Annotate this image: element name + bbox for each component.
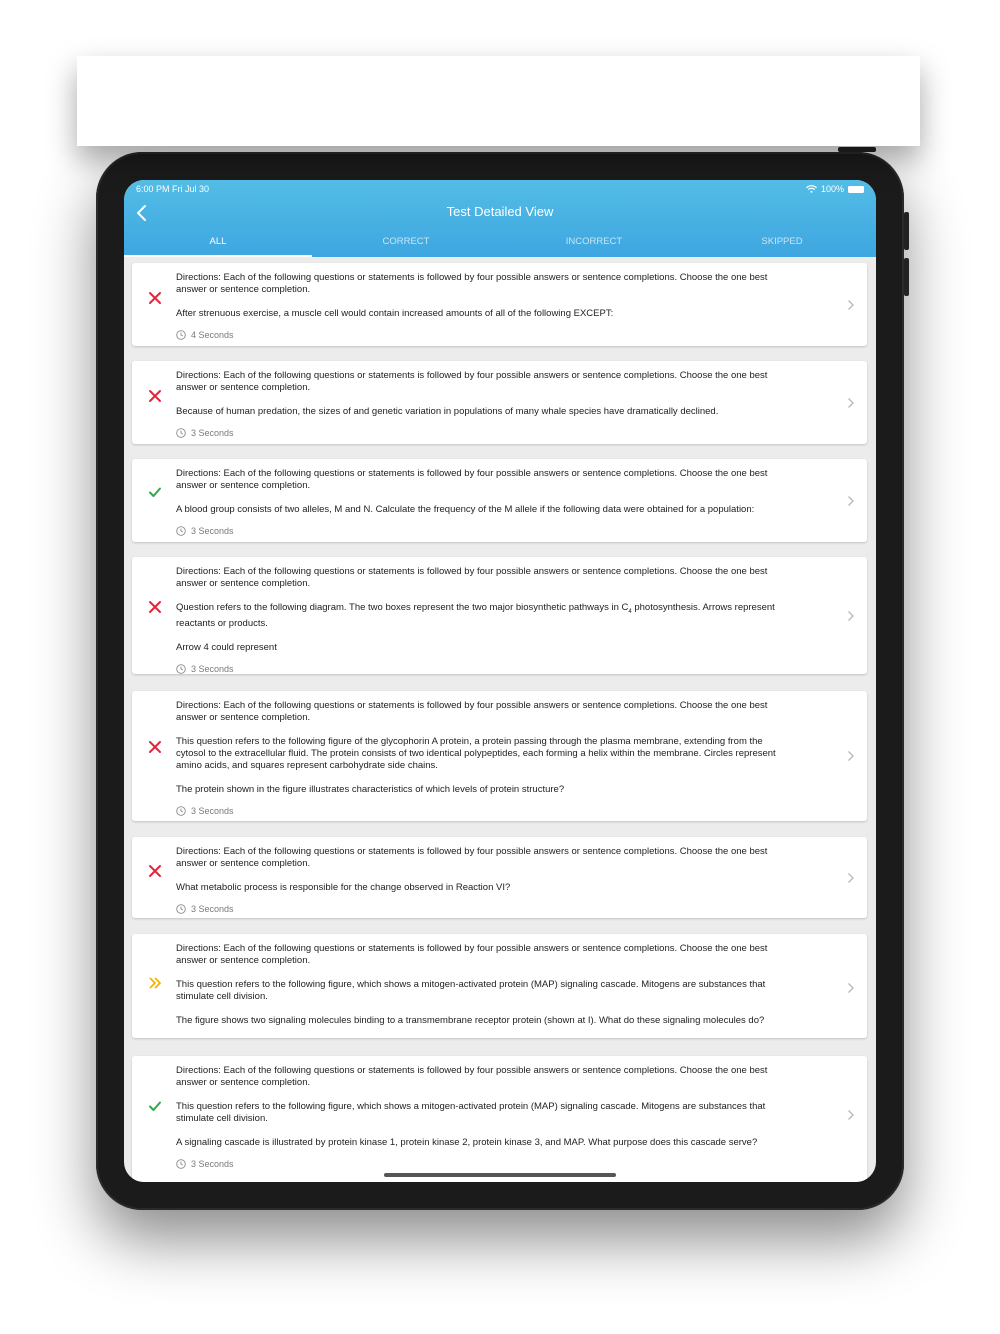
question-content — [176, 943, 788, 1027]
question-content — [176, 1065, 788, 1169]
clock-icon — [176, 330, 186, 340]
chevron-right-icon[interactable] — [847, 982, 855, 994]
top-banner — [77, 56, 920, 146]
question-time — [176, 428, 788, 438]
question-directions: Directions: Each of the following questions or statements is followed by four possible answers or sentence completions. Choose the one best answer or sentence completion. — [176, 468, 768, 491]
question-content — [176, 468, 788, 536]
clock-icon — [176, 904, 186, 914]
question-text-secondary: Arrow 4 could represent — [176, 641, 277, 653]
x-mark-icon — [148, 291, 162, 305]
question-text: This question refers to the following figure, which shows a mitogen-activated protein (MAP) signaling cascade. Mitogens are substances that stimulate cell division. — [176, 979, 766, 1002]
chevron-right-icon[interactable] — [847, 299, 855, 311]
clock-icon — [176, 526, 186, 536]
app-header — [124, 180, 876, 257]
question-directions: Directions: Each of the following questions or statements is followed by four possible answers or sentence completions. Choose the one best answer or sentence completion. — [176, 846, 768, 869]
question-directions: Directions: Each of the following questions or statements is followed by four possible answers or sentence completions. Choose the one best answer or sentence completion. — [176, 1065, 768, 1088]
chevron-right-icon[interactable] — [847, 495, 855, 507]
question-content — [176, 272, 788, 340]
chevron-right-icon[interactable] — [847, 872, 855, 884]
tab-correct[interactable]: CORRECT — [382, 236, 430, 247]
question-card[interactable] — [132, 557, 867, 674]
app-screen — [124, 180, 876, 1182]
question-text — [176, 602, 788, 630]
battery-icon — [848, 186, 864, 193]
question-content — [176, 370, 788, 438]
time-label: 4 Seconds — [191, 330, 234, 340]
question-directions: Directions: Each of the following questions or statements is followed by four possible answers or sentence completions. Choose the one best answer or sentence completion. — [176, 370, 768, 393]
x-mark-icon — [148, 389, 162, 403]
question-text: What metabolic process is responsible for the change observed in Reaction VI? — [176, 882, 511, 893]
question-text: This question refers to the following figure, which shows a mitogen-activated protein (MAP) signaling cascade. Mitogens are substances that stimulate cell division. — [176, 1101, 766, 1124]
question-text: This question refers to the following figure of the glycophorin A protein, a protein passing through the plasma membrane, extending from the cytosol to the extracellular fluid. The protein consists of two identical polypeptides, each forming a helix within the membrane. Circles represent amino acids, and squares represent carbohydrate side chains. — [176, 736, 776, 771]
check-mark-icon — [148, 1099, 162, 1113]
clock-icon — [176, 1159, 186, 1169]
home-indicator[interactable] — [384, 1173, 616, 1177]
question-content — [176, 700, 788, 816]
tab-incorrect[interactable]: INCORRECT — [565, 236, 623, 247]
question-card[interactable] — [132, 263, 867, 346]
clock-icon — [176, 664, 186, 674]
question-text: Because of human predation, the sizes of and genetic variation in populations of many whale species have dramatically declined. — [176, 406, 719, 417]
question-time — [176, 904, 788, 914]
question-card[interactable] — [132, 837, 867, 918]
time-label: 3 Seconds — [191, 526, 234, 536]
question-text-part: photosynthesis. Arrows represent reactants or products. — [176, 602, 775, 629]
chevron-right-icon[interactable] — [847, 397, 855, 409]
chevron-right-icon[interactable] — [847, 750, 855, 762]
time-label: 3 Seconds — [191, 663, 234, 674]
question-time — [176, 806, 788, 816]
check-mark-icon — [148, 485, 162, 499]
clock-icon — [176, 806, 186, 816]
question-time — [176, 1159, 788, 1169]
question-text-secondary: The protein shown in the figure illustrates characteristics of which levels of protein structure? — [176, 784, 565, 795]
question-card[interactable] — [132, 691, 867, 821]
question-card[interactable] — [132, 459, 867, 542]
tab-skipped[interactable]: SKIPPED — [761, 236, 803, 247]
question-time — [176, 664, 788, 674]
time-label: 3 Seconds — [191, 904, 234, 914]
question-time — [176, 330, 788, 340]
question-directions: Directions: Each of the following questions or statements is followed by four possible answers or sentence completions. Choose the one best answer or sentence completion. — [176, 566, 768, 589]
subscript: 4 — [628, 608, 632, 615]
time-label: 3 Seconds — [191, 1159, 234, 1169]
question-time — [176, 526, 788, 536]
question-card[interactable] — [132, 361, 867, 444]
question-text: After strenuous exercise, a muscle cell would contain increased amounts of all of the following EXCEPT: — [176, 308, 614, 319]
chevron-right-icon[interactable] — [847, 1109, 855, 1121]
filter-tabs — [124, 236, 876, 257]
page-title: Test Detailed View — [446, 204, 554, 219]
x-mark-icon — [148, 740, 162, 754]
tab-all[interactable]: ALL — [124, 236, 312, 257]
question-text-part: Question refers to the following diagram. The two boxes represent the two major biosynthetic pathways in C — [176, 602, 629, 613]
question-content — [176, 566, 788, 674]
question-card[interactable] — [132, 1056, 867, 1182]
question-content — [176, 846, 788, 914]
question-text-secondary: The figure shows two signaling molecules binding to a transmembrane receptor protein (shown at I). What do these signaling molecules do? — [176, 1015, 765, 1026]
status-right — [806, 184, 864, 194]
double-chevron-icon — [148, 976, 162, 990]
status-time: 6:00 PM Fri Jul 30 — [136, 184, 210, 194]
device-top-button — [838, 147, 876, 152]
battery-percent: 100% — [820, 184, 844, 194]
question-text: A blood group consists of two alleles, M and N. Calculate the frequency of the M allele if the following data were obtained for a population: — [176, 504, 755, 515]
time-label: 3 Seconds — [191, 428, 234, 438]
question-directions: Directions: Each of the following questions or statements is followed by four possible answers or sentence completions. Choose the one best answer or sentence completion. — [176, 700, 768, 723]
device-volume-up-button — [904, 212, 909, 250]
question-directions: Directions: Each of the following questions or statements is followed by four possible answers or sentence completions. Choose the one best answer or sentence completion. — [176, 943, 768, 966]
chevron-right-icon[interactable] — [847, 610, 855, 622]
device-volume-down-button — [904, 258, 909, 296]
x-mark-icon — [148, 600, 162, 614]
x-mark-icon — [148, 864, 162, 878]
time-label: 3 Seconds — [191, 806, 234, 816]
question-text-secondary: A signaling cascade is illustrated by protein kinase 1, protein kinase 2, protein kinase 3, and MAP. What purpose does this cascade serve? — [176, 1137, 758, 1148]
clock-icon — [176, 428, 186, 438]
question-card[interactable] — [132, 934, 867, 1038]
wifi-icon — [806, 185, 817, 193]
question-directions: Directions: Each of the following questions or statements is followed by four possible answers or sentence completions. Choose the one best answer or sentence completion. — [176, 272, 768, 295]
